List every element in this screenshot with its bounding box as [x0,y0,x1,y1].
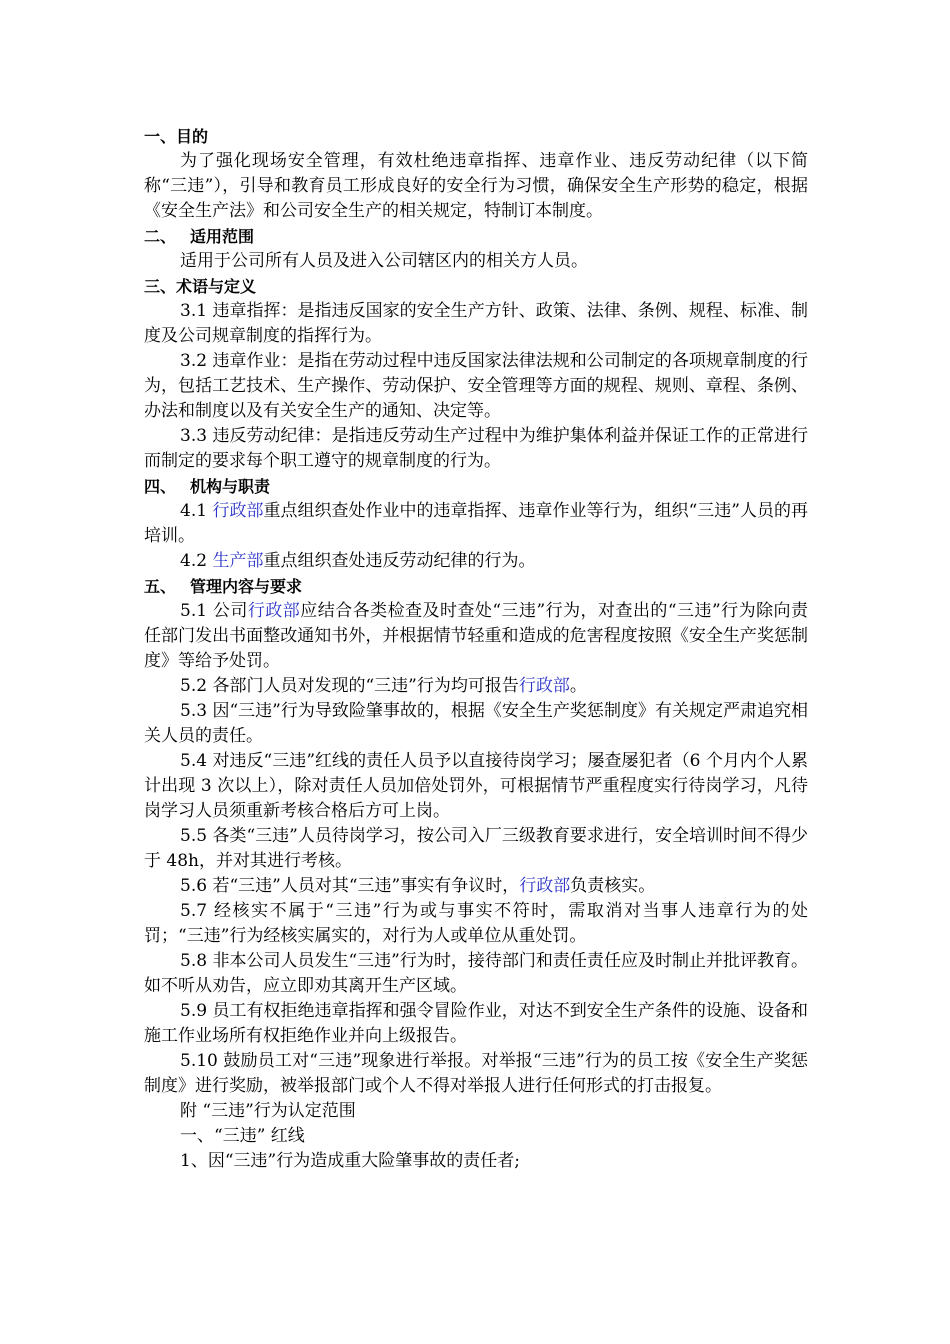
section-title: 适用范围 [190,227,255,246]
text-run: 负责核实。 [570,876,656,896]
term-3-1: 3.1 违章指挥：是指违反国家的安全生产方针、政策、法律、条例、规程、标准、制度及公司规章制度的指挥行为。 [144,301,808,346]
rule-5-10: 5.10 鼓励员工对“三违”现象进行举报。对举报“三违”行为的员工按《安全生产奖惩制度》进行奖励，被举报部门或个人不得对举报人进行任何形式的打击报复。 [144,1051,808,1096]
rule-5-9: 5.9 员工有权拒绝违章指挥和强令冒险作业，对达不到安全生产条件的设施、设备和施工作业场所有权拒绝作业并向上级报告。 [144,1001,808,1046]
document-body [144,124,808,1174]
text-run: 5.1 公司 [180,601,248,621]
appendix-subheading: 一、“三违” 红线 [180,1126,305,1146]
text-run: 应结合各类检查及时查处“三违”行为，对查出的“三违”行为除向责任部门发出书面整改通知书外，并根据情节轻重和造成的危害程度按照《安全生产奖惩制度》等给予处罚。 [144,601,808,671]
section-title: 机构与职责 [190,477,271,496]
section-number: 二、 [144,227,177,246]
duty-4-2 [144,549,808,574]
rule-5-1 [144,599,808,674]
purpose-paragraph: 为了强化现场安全管理，有效杜绝违章指挥、违章作业、违反劳动纪律（以下简称“三违”），引导和教育员工形成良好的安全行为习惯，确保安全生产形势的稳定，根据《安全生产法》和公司安全生产的相关规定，特制订本制度。 [144,151,808,221]
section-number: 四、 [144,477,177,496]
scope-paragraph: 适用于公司所有人员及进入公司辖区内的相关方人员。 [180,251,588,271]
appendix-item-1: 1、因“三违”行为造成重大险肇事故的责任者; [180,1151,520,1171]
rule-5-3: 5.3 因“三违”行为导致险肇事故的，根据《安全生产奖惩制度》有关规定严肃追究相关人员的责任。 [144,701,808,746]
admin-dept-link[interactable]: 行政部 [518,676,570,696]
section-heading-responsibilities [144,474,808,499]
section-title: 管理内容与要求 [190,577,303,596]
admin-dept-link[interactable]: 行政部 [519,876,571,896]
term-3-3: 3.3 违反劳动纪律：是指违反劳动生产过程中为维护集体利益并保证工作的正常进行而制定的要求每个职工遵守的规章制度的行为。 [144,426,808,471]
text-run: 4.1 [180,501,213,521]
section-number: 五、 [144,577,177,596]
text-run: 5.6 若“三违”人员对其“三违”事实有争议时， [180,876,520,896]
rule-5-7: 5.7 经核实不属于“三违”行为或与事实不符时，需取消对当事人违章行为的处罚；“三违”行为经核实属实的，对行为人或单位从重处罚。 [144,901,808,946]
rule-5-2 [144,674,808,699]
section-heading-management [144,574,808,599]
text-run: 4.2 [180,551,213,571]
text-run: 。 [569,676,587,696]
appendix-title: 附 “三违”行为认定范围 [180,1101,356,1121]
rule-5-5: 5.5 各类“三违”人员待岗学习，按公司入厂三级教育要求进行，安全培训时间不得少于 48h，并对其进行考核。 [144,826,808,871]
rule-5-4: 5.4 对违反“三违”红线的责任人员予以直接待岗学习；屡查屡犯者（6 个月内个人累计出现 3 次以上），除对责任人员加倍处罚外，可根据情节严重程度实行待岗学习，凡待岗学习人员须重新考核合格后方可上岗。 [144,751,808,821]
text-run: 重点组织查处违反劳动纪律的行为。 [263,551,536,571]
production-dept-link[interactable]: 生产部 [212,551,264,571]
admin-dept-link[interactable]: 行政部 [212,501,264,521]
text-run: 重点组织查处作业中的违章指挥、违章作业等行为，组织“三违”人员的再培训。 [144,501,808,546]
section-heading-terms: 三、术语与定义 [144,277,257,296]
rule-5-6 [144,874,808,899]
section-heading-purpose: 一、目的 [144,127,209,146]
duty-4-1 [144,499,808,549]
section-heading-scope [144,224,808,249]
admin-dept-link[interactable]: 行政部 [247,601,301,621]
term-3-2: 3.2 违章作业：是指在劳动过程中违反国家法律法规和公司制定的各项规章制度的行为，包括工艺技术、生产操作、劳动保护、安全管理等方面的规程、规则、章程、条例、办法和制度以及有关安全生产的通知、决定等。 [144,351,808,421]
text-run: 5.2 各部门人员对发现的“三违”行为均可报告 [180,676,519,696]
rule-5-8: 5.8 非本公司人员发生“三违”行为时，接待部门和责任责任应及时制止并批评教育。如不听从劝告，应立即劝其离开生产区域。 [144,951,808,996]
